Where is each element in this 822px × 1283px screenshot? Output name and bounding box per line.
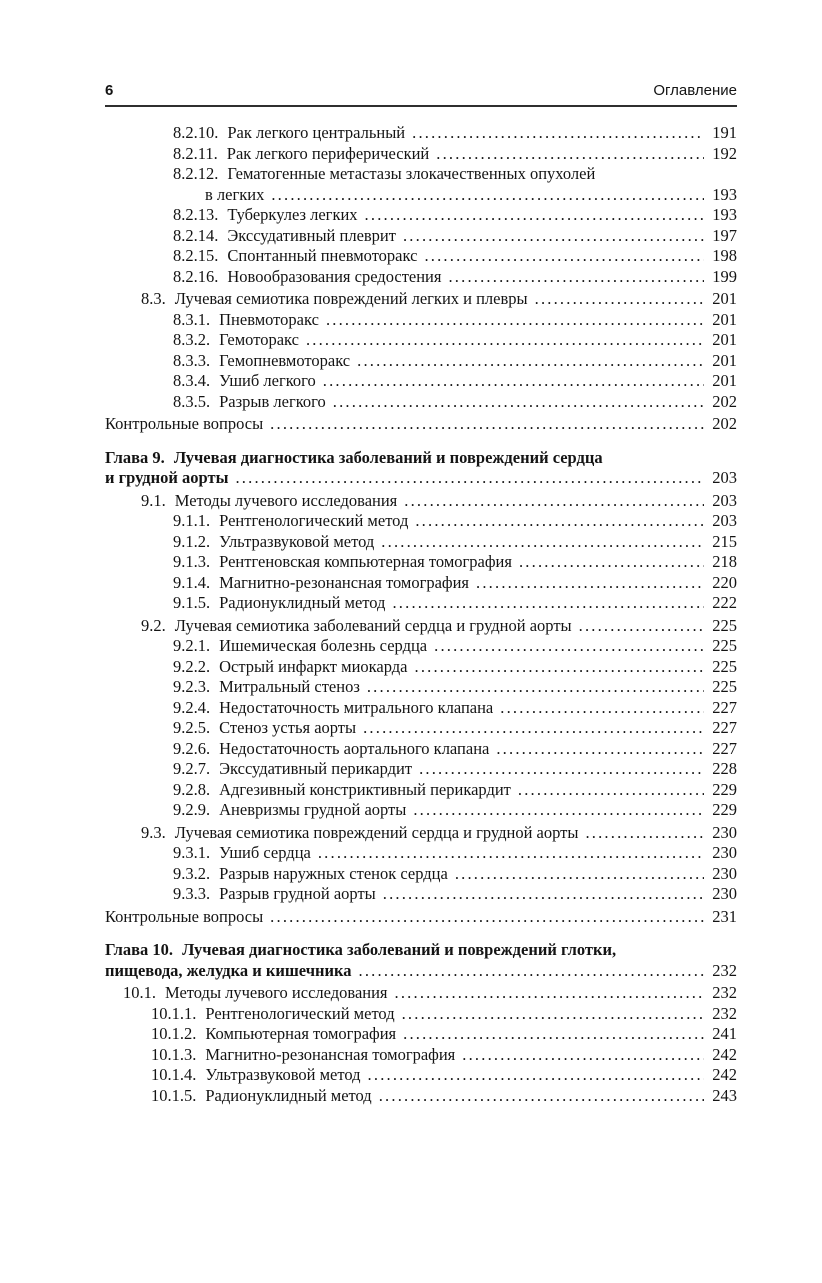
entry-page-number: 225 — [712, 656, 737, 676]
entry-number: 9.2.5. — [173, 718, 211, 737]
entry-title: Ишемическая болезнь сердца — [219, 636, 428, 655]
entry-title: Методы лучевого исследования — [174, 490, 398, 510]
toc-entry — [105, 289, 737, 310]
toc-entry — [105, 1065, 737, 1086]
page-content — [105, 83, 737, 1106]
toc-entry — [105, 164, 737, 205]
toc-line — [173, 371, 737, 392]
toc-line — [173, 552, 737, 573]
entry-number: 8.3.2. — [173, 330, 211, 349]
dot-leader — [415, 511, 704, 532]
toc-entry — [105, 677, 737, 698]
dot-leader — [326, 310, 704, 331]
toc-entry — [105, 511, 737, 532]
entry-title: Лучевая семиотика заболеваний сердца и грудной аорты — [174, 615, 572, 635]
entry-number: 9.2.8. — [173, 779, 211, 799]
entry-page-number: 201 — [712, 309, 737, 329]
toc-line — [173, 246, 737, 267]
entry-title: Ушиб легкого — [219, 371, 316, 390]
toc-entry — [105, 718, 737, 739]
toc-line — [151, 1065, 737, 1086]
entry-number: 9.1. — [141, 490, 166, 510]
toc-line — [173, 205, 737, 226]
entry-title: Недостаточность митрального клапана — [219, 697, 494, 717]
dot-leader — [403, 226, 704, 247]
toc-entry — [105, 123, 737, 144]
entry-title: Острый инфаркт миокарда — [219, 656, 408, 676]
dot-leader — [448, 267, 704, 288]
entry-page-number: 225 — [712, 615, 737, 635]
entry-title: Радионуклидный метод — [205, 1085, 372, 1105]
entry-page-number: 222 — [712, 593, 737, 612]
entry-page-number: 203 — [712, 468, 737, 487]
entry-title: Экссудативный перикардит — [219, 759, 413, 778]
dot-leader — [496, 739, 704, 760]
entry-number: 9.1.3. — [173, 552, 211, 571]
toc-line — [141, 491, 737, 512]
entry-page-number: 231 — [712, 906, 737, 926]
toc-entry — [105, 144, 737, 165]
entry-title: Разрыв наружных стенок сердца — [219, 863, 448, 883]
entry-number: 8.2.11. — [173, 143, 218, 163]
running-header — [105, 83, 737, 107]
dot-leader — [270, 907, 704, 928]
toc-line — [141, 289, 737, 310]
entry-page-number: 228 — [712, 759, 737, 778]
entry-number: 9.2.3. — [173, 677, 211, 696]
entry-page-number: 230 — [712, 884, 737, 903]
entry-page-number: 242 — [712, 1044, 737, 1064]
entry-page-number: 232 — [712, 1003, 737, 1023]
toc-line — [173, 392, 737, 413]
entry-page-number: 215 — [712, 531, 737, 551]
entry-number: 9.1.2. — [173, 531, 211, 551]
toc-line — [173, 573, 737, 594]
toc-entry — [105, 940, 737, 981]
dot-leader — [383, 884, 704, 905]
entry-page-number: 193 — [712, 184, 737, 204]
entry-number: 9.2.6. — [173, 738, 211, 758]
entry-title: Рентгенологический метод — [205, 1003, 395, 1023]
toc-entry — [105, 205, 737, 226]
toc-entry — [105, 1004, 737, 1025]
entry-number: 8.2.16. — [173, 266, 219, 286]
toc-entry — [105, 864, 737, 885]
entry-page-number: 232 — [712, 960, 737, 980]
dot-leader — [415, 657, 705, 678]
entry-title: Ультразвуковой метод — [205, 1065, 361, 1084]
entry-page-number: 220 — [712, 572, 737, 592]
toc-entry — [105, 491, 737, 512]
toc-line — [173, 657, 737, 678]
toc-entry — [105, 759, 737, 780]
toc-line — [151, 1024, 737, 1045]
entry-number: 9.2.4. — [173, 697, 211, 717]
toc-entry — [105, 616, 737, 637]
entry-title: Рентгенологический метод — [219, 511, 409, 530]
entry-title: Ушиб сердца — [219, 843, 311, 862]
book-page — [0, 83, 822, 1283]
toc-line — [105, 448, 737, 469]
dot-leader — [404, 491, 704, 512]
toc-line — [173, 636, 737, 657]
toc-entry — [105, 843, 737, 864]
entry-number: Глава 9. — [105, 447, 165, 467]
toc-entry — [105, 907, 737, 928]
dot-leader — [402, 1004, 704, 1025]
dot-leader — [318, 843, 704, 864]
toc-line — [173, 351, 737, 372]
entry-title: Контрольные вопросы — [105, 414, 264, 433]
entry-number: 8.3.5. — [173, 391, 211, 411]
page-number: 6 — [105, 82, 114, 99]
toc-entry — [105, 226, 737, 247]
entry-title: пищевода, желудка и кишечника — [105, 960, 352, 980]
entry-title: и грудной аорты — [105, 468, 229, 487]
toc-line — [173, 593, 737, 614]
toc-line — [173, 800, 737, 821]
toc-line — [105, 961, 737, 982]
entry-page-number: 230 — [712, 822, 737, 842]
entry-number: 10.1.4. — [151, 1065, 197, 1084]
entry-page-number: 193 — [712, 205, 737, 224]
dot-leader — [462, 1045, 704, 1066]
entry-page-number: 218 — [712, 552, 737, 571]
entry-number: 8.3.1. — [173, 309, 211, 329]
entry-page-number: 241 — [712, 1024, 737, 1043]
toc-line — [173, 780, 737, 801]
toc-line — [151, 1045, 737, 1066]
toc-line — [173, 185, 737, 206]
entry-page-number: 227 — [712, 697, 737, 717]
entry-title: Туберкулез легких — [227, 205, 358, 224]
entry-title: Разрыв легкого — [219, 391, 326, 411]
entry-page-number: 229 — [712, 800, 737, 819]
toc-line — [173, 718, 737, 739]
entry-page-number: 201 — [712, 289, 737, 308]
entry-number: 9.2. — [141, 615, 166, 635]
toc-entry — [105, 636, 737, 657]
dot-leader — [271, 185, 704, 206]
dot-leader — [424, 246, 704, 267]
dot-leader — [365, 205, 704, 226]
dot-leader — [363, 718, 704, 739]
entry-page-number: 225 — [712, 677, 737, 696]
entry-number: 9.1.4. — [173, 572, 211, 592]
toc-line — [105, 940, 737, 961]
toc-entry — [105, 267, 737, 288]
dot-leader — [395, 983, 704, 1004]
toc-line — [173, 267, 737, 288]
entry-number: 8.3. — [141, 289, 166, 308]
entry-title: Компьютерная томография — [205, 1024, 397, 1043]
dot-leader — [306, 330, 704, 351]
entry-page-number: 227 — [712, 718, 737, 737]
toc-entry — [105, 246, 737, 267]
entry-number: 9.3. — [141, 822, 166, 842]
toc-entry — [105, 532, 737, 553]
toc-line — [173, 310, 737, 331]
entry-page-number: 201 — [712, 350, 737, 370]
entry-number: 10.1.5. — [151, 1085, 197, 1105]
entry-page-number: 192 — [712, 143, 737, 163]
running-title: Оглавление — [653, 82, 737, 99]
entry-title: Адгезивный констриктивный перикардит — [219, 779, 511, 799]
entry-number: 9.2.9. — [173, 800, 211, 819]
toc-entry — [105, 448, 737, 489]
entry-number: 8.2.12. — [173, 164, 219, 183]
entry-title: Стеноз устья аорты — [219, 718, 357, 737]
toc-line — [105, 907, 737, 928]
entry-title: Новообразования средостения — [227, 266, 442, 286]
toc-entry — [105, 1024, 737, 1045]
toc-line — [173, 698, 737, 719]
toc-line — [173, 123, 737, 144]
entry-number: 8.2.14. — [173, 225, 219, 245]
toc-entry — [105, 414, 737, 435]
toc-entry — [105, 351, 737, 372]
entry-page-number: 227 — [712, 738, 737, 758]
entry-title: Ультразвуковой метод — [219, 531, 375, 551]
toc-entry — [105, 593, 737, 614]
entry-number: 10.1.3. — [151, 1044, 197, 1064]
toc-line — [123, 983, 737, 1004]
toc-entry — [105, 310, 737, 331]
toc-line — [105, 468, 737, 489]
dot-leader — [392, 593, 704, 614]
entry-number: 9.3.1. — [173, 843, 211, 862]
entry-page-number: 198 — [712, 246, 737, 265]
entry-number: 9.3.3. — [173, 884, 211, 903]
dot-leader — [235, 468, 704, 489]
entry-page-number: 243 — [712, 1085, 737, 1105]
entry-title: Рентгеновская компьютерная томография — [219, 552, 512, 571]
entry-number: 10.1. — [123, 983, 156, 1002]
toc-line — [173, 843, 737, 864]
toc-entry — [105, 1045, 737, 1066]
entry-title: Радионуклидный метод — [219, 593, 386, 612]
entry-page-number: 242 — [712, 1065, 737, 1084]
toc-entry — [105, 1086, 737, 1107]
entry-number: 8.2.13. — [173, 205, 219, 224]
toc-line — [173, 532, 737, 553]
dot-leader — [419, 759, 704, 780]
entry-page-number: 199 — [712, 266, 737, 286]
toc-line — [173, 164, 737, 185]
entry-page-number: 203 — [712, 490, 737, 510]
entry-title: Экссудативный плеврит — [227, 225, 396, 245]
entry-page-number: 203 — [712, 511, 737, 530]
toc-entry — [105, 573, 737, 594]
dot-leader — [436, 144, 704, 165]
dot-leader — [379, 1086, 704, 1107]
toc-line — [173, 330, 737, 351]
entry-title: Разрыв грудной аорты — [219, 884, 376, 903]
toc-entry — [105, 698, 737, 719]
toc-entry — [105, 330, 737, 351]
dot-leader — [413, 800, 704, 821]
entry-number: 9.2.2. — [173, 656, 211, 676]
entry-number: 10.1.2. — [151, 1024, 197, 1043]
entry-title: Недостаточность аортального клапана — [219, 738, 490, 758]
dot-leader — [579, 616, 704, 637]
entry-number: 9.1.5. — [173, 593, 211, 612]
toc-line — [173, 144, 737, 165]
entry-title: Рак легкого периферический — [226, 143, 430, 163]
entry-number: 9.2.7. — [173, 759, 211, 778]
entry-title: Аневризмы грудной аорты — [219, 800, 407, 819]
entry-number: 8.2.10. — [173, 123, 219, 142]
toc-entry — [105, 371, 737, 392]
entry-number: 8.2.15. — [173, 246, 219, 265]
toc-entry — [105, 884, 737, 905]
dot-leader — [519, 552, 704, 573]
entry-page-number: 202 — [712, 391, 737, 411]
toc-line — [173, 864, 737, 885]
toc-entry — [105, 780, 737, 801]
entry-number: 8.3.4. — [173, 371, 211, 390]
toc-entry — [105, 392, 737, 413]
dot-leader — [381, 532, 704, 553]
dot-leader — [412, 123, 704, 144]
entry-page-number: 201 — [712, 330, 737, 349]
entry-title: Спонтанный пневмоторакс — [227, 246, 418, 265]
toc-entry — [105, 823, 737, 844]
toc-line — [173, 884, 737, 905]
entry-number: Глава 10. — [105, 940, 174, 959]
entry-number: 9.1.1. — [173, 511, 211, 530]
entry-title: Методы лучевого исследования — [165, 983, 388, 1002]
toc-line — [105, 414, 737, 435]
dot-leader — [585, 823, 704, 844]
entry-title: Контрольные вопросы — [105, 906, 264, 926]
entry-title: Магнитно-резонансная томография — [205, 1044, 456, 1064]
entry-title: Гемопневмоторакс — [219, 350, 351, 370]
toc-line — [173, 677, 737, 698]
entry-page-number: 197 — [712, 225, 737, 245]
dot-leader — [535, 289, 704, 310]
dot-leader — [403, 1024, 704, 1045]
dot-leader — [455, 864, 704, 885]
entry-title: Рак легкого центральный — [227, 123, 406, 142]
entry-title: Лучевая диагностика заболеваний и повреждений сердца — [173, 447, 603, 467]
dot-leader — [323, 371, 704, 392]
toc-line — [141, 823, 737, 844]
entry-number: 10.1.1. — [151, 1003, 197, 1023]
toc-line — [151, 1086, 737, 1107]
dot-leader — [270, 414, 704, 435]
dot-leader — [476, 573, 704, 594]
toc-entry — [105, 739, 737, 760]
entry-title: в легких — [205, 184, 265, 204]
entry-title: Гематогенные метастазы злокачественных опухолей — [227, 164, 596, 183]
entry-title: Магнитно-резонансная томография — [219, 572, 470, 592]
toc-entry — [105, 800, 737, 821]
entry-page-number: 230 — [712, 863, 737, 883]
entry-page-number: 191 — [712, 123, 737, 142]
toc-line — [141, 616, 737, 637]
dot-leader — [359, 961, 704, 982]
entry-number: 9.2.1. — [173, 636, 211, 655]
toc-line — [151, 1004, 737, 1025]
entry-page-number: 202 — [712, 414, 737, 433]
dot-leader — [357, 351, 704, 372]
entry-number: 9.3.2. — [173, 863, 211, 883]
entry-page-number: 232 — [712, 983, 737, 1002]
toc-line — [173, 226, 737, 247]
toc-list — [105, 123, 737, 1106]
entry-title: Пневмоторакс — [219, 309, 319, 329]
dot-leader — [368, 1065, 704, 1086]
entry-title: Гемоторакс — [219, 330, 299, 349]
dot-leader — [333, 392, 704, 413]
entry-page-number: 201 — [712, 371, 737, 390]
toc-line — [173, 759, 737, 780]
toc-line — [173, 739, 737, 760]
entry-title: Лучевая диагностика заболеваний и повреждений глотки, — [182, 940, 617, 959]
entry-title: Лучевая семиотика повреждений легких и плевры — [174, 289, 528, 308]
dot-leader — [500, 698, 704, 719]
toc-entry — [105, 983, 737, 1004]
dot-leader — [434, 636, 704, 657]
entry-number: 8.3.3. — [173, 350, 211, 370]
entry-page-number: 230 — [712, 843, 737, 862]
toc-line — [173, 511, 737, 532]
toc-entry — [105, 552, 737, 573]
toc-entry — [105, 657, 737, 678]
entry-page-number: 229 — [712, 779, 737, 799]
entry-title: Митральный стеноз — [219, 677, 360, 696]
entry-page-number: 225 — [712, 636, 737, 655]
dot-leader — [367, 677, 704, 698]
dot-leader — [518, 780, 704, 801]
entry-title: Лучевая семиотика повреждений сердца и грудной аорты — [174, 822, 579, 842]
